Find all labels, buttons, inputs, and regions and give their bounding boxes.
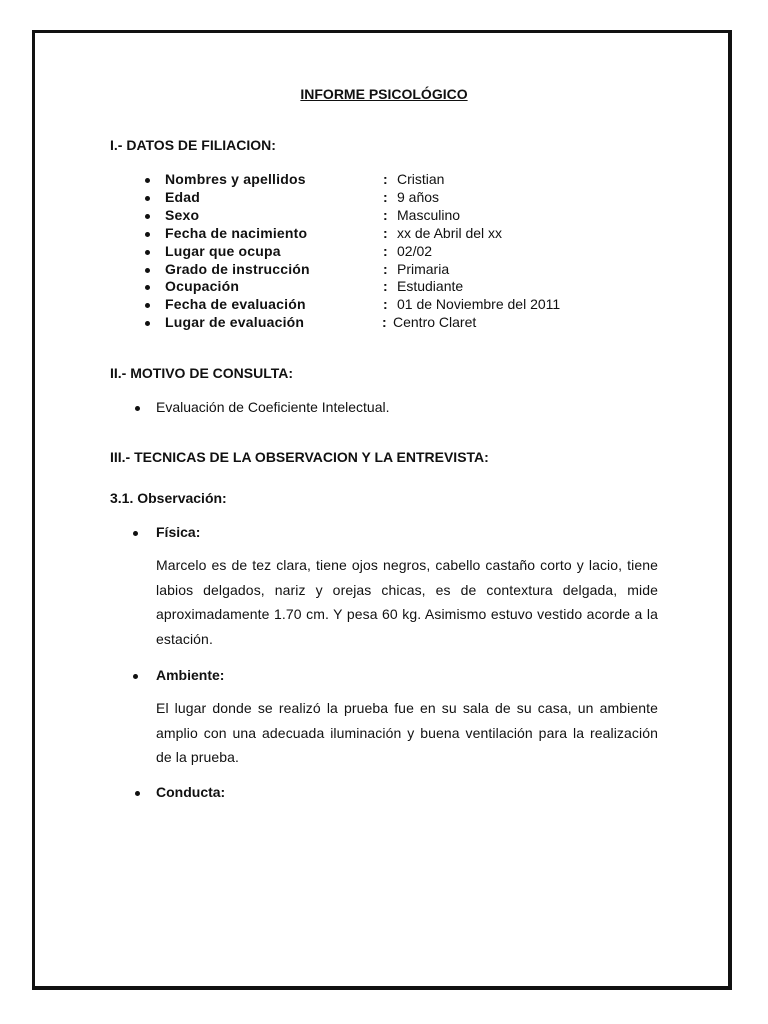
consultation-reason: Evaluación de Coeficiente Intelectual. [156,399,390,415]
filiation-label: Fecha de nacimiento [165,225,308,241]
colon-separator: : [383,261,388,277]
filiation-value: Cristian [397,171,445,187]
physical-description: Marcelo es de tez clara, tiene ojos negros, cabello castaño corto y lacio, tiene labios delgados, nariz y orejas chicas, es de contextura delgada, mide aproximadamente 1.70 cm. Y pesa 60 kg. Asimismo estuvo vestido acorde a la estación. [156,557,658,647]
bullet-icon [145,232,150,237]
bullet-icon [145,214,150,219]
physical-label: Física: [156,524,201,540]
colon-separator: : [383,225,388,241]
bullet-icon [145,250,150,255]
page-border [32,30,732,990]
filiation-label: Lugar que ocupa [165,243,281,259]
filiation-label: Nombres y apellidos [165,171,306,187]
colon-separator: : [383,207,388,223]
filiation-label: Sexo [165,207,200,223]
filiation-label: Edad [165,189,201,205]
bullet-icon [145,178,150,183]
filiation-value: Centro Claret [393,314,477,330]
colon-separator: : [383,278,388,294]
colon-separator: : [383,243,388,259]
colon-separator: : [382,314,387,330]
bullet-icon [135,791,140,796]
section1-heading: I.- DATOS DE FILIACION: [110,137,276,153]
bullet-icon [145,321,150,326]
environment-description: El lugar donde se realizó la prueba fue en su sala de su casa, un ambiente amplio con una adecuada iluminación y buena ventilación para la realización de la prueba. [156,700,658,765]
environment-label: Ambiente: [156,667,225,683]
colon-separator: : [383,189,388,205]
bullet-icon [145,303,150,308]
bullet-icon [133,674,138,679]
filiation-label: Grado de instrucción [165,261,310,277]
filiation-label: Fecha de evaluación [165,296,306,312]
document-title: INFORME PSICOLÓGICO [300,86,468,102]
behavior-label: Conducta: [156,784,226,800]
filiation-label: Lugar de evaluación [165,314,305,330]
observation-subheading: 3.1. Observación: [110,490,227,506]
colon-separator: : [383,171,388,187]
filiation-value: Masculino [397,207,461,223]
bullet-icon [133,531,138,536]
filiation-value: 02/02 [397,243,433,259]
filiation-label: Ocupación [165,278,240,294]
bullet-icon [145,196,150,201]
bullet-icon [145,285,150,290]
section3-heading: III.- TECNICAS DE LA OBSERVACION Y LA ENTREVISTA: [110,449,489,465]
filiation-value: Primaria [397,261,450,277]
bullet-icon [145,268,150,273]
bullet-icon [135,406,140,411]
filiation-value: Estudiante [397,278,464,294]
filiation-value: xx de Abril del xx [397,225,503,241]
colon-separator: : [383,296,388,312]
filiation-value: 01 de Noviembre del 2011 [397,296,561,312]
section2-heading: II.- MOTIVO DE CONSULTA: [110,365,294,381]
filiation-value: 9 años [397,189,440,205]
